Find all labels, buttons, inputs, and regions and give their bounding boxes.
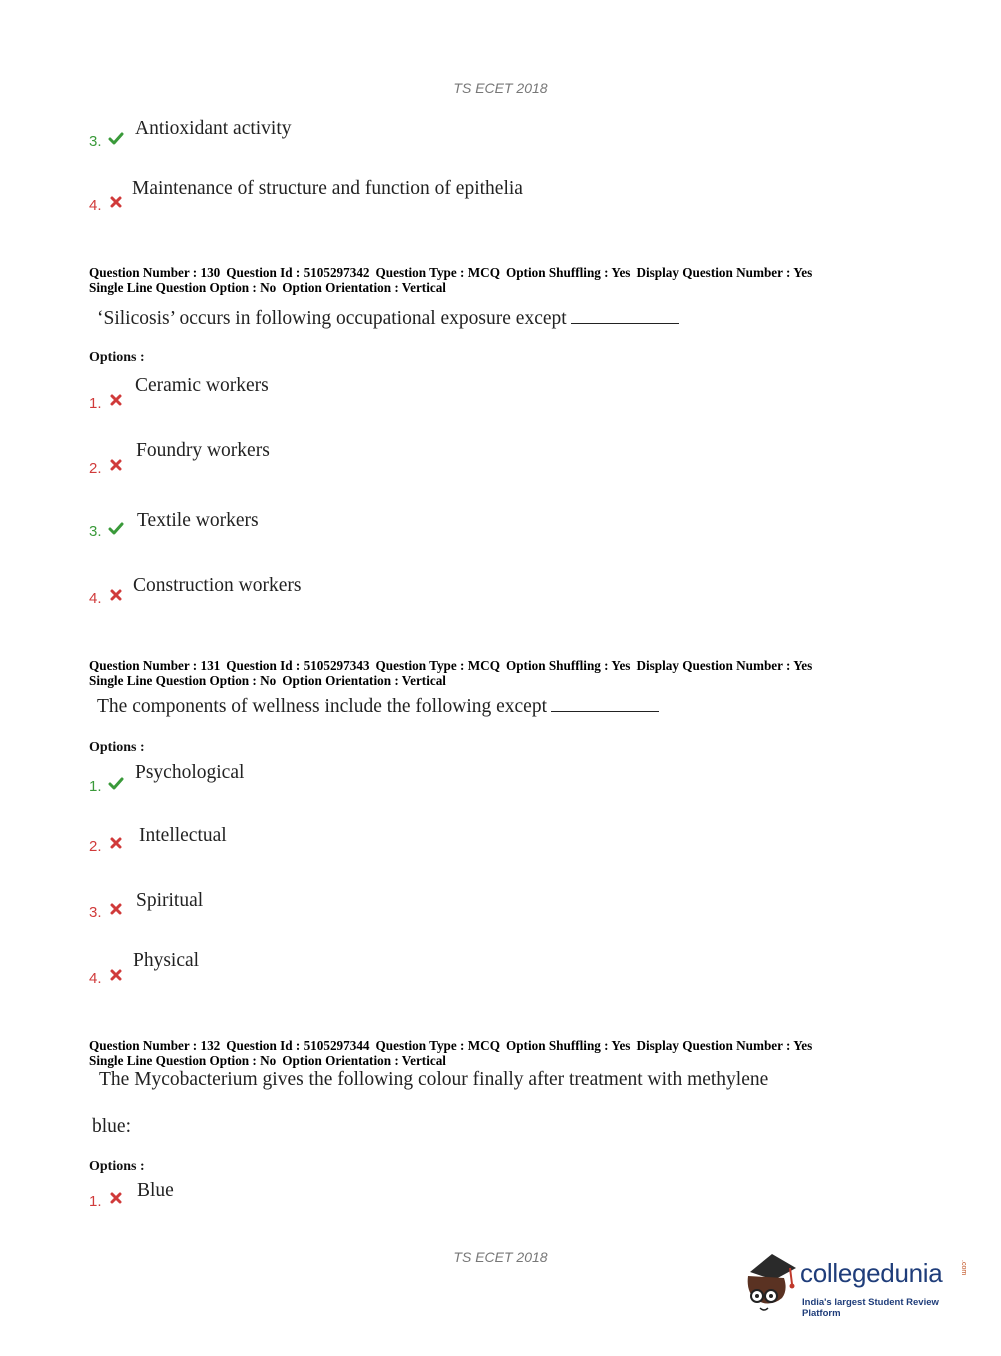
option-number: 3. (89, 133, 102, 150)
question-text-continued: blue: (92, 1116, 131, 1137)
options-label: Options : (89, 740, 145, 755)
question-meta: Question Number : 131 Question Id : 5105297343 Question Type : MCQ Option Shuffling : Yes Display Question Number : Yes Single Line Question Option : No Option Orientation : Vertical (89, 658, 813, 688)
mascot-icon (742, 1250, 800, 1316)
page-header: TS ECET 2018 (453, 80, 548, 96)
logo-domain: .com (960, 1260, 967, 1276)
answer-blank (571, 306, 679, 324)
cross-icon (108, 392, 124, 408)
option-number: 1. (89, 395, 102, 412)
option-text: Psychological (135, 762, 245, 783)
option-text: Construction workers (133, 575, 302, 596)
option-number: 4. (89, 590, 102, 607)
cross-icon (108, 835, 124, 851)
logo-wordmark: collegedunia (800, 1258, 943, 1288)
cross-icon (108, 457, 124, 473)
answer-blank (551, 694, 659, 712)
question-text: The Mycobacterium gives the following colour finally after treatment with methylene (99, 1069, 769, 1090)
option-number: 3. (89, 523, 102, 540)
option-text: Spiritual (136, 890, 204, 911)
cross-icon (108, 194, 124, 210)
option-number: 4. (89, 970, 102, 987)
check-icon (108, 131, 124, 147)
option-text: Ceramic workers (135, 375, 269, 396)
option-number: 2. (89, 838, 102, 855)
option-text: Physical (133, 950, 200, 971)
option-text: Blue (137, 1180, 174, 1201)
cross-icon (108, 967, 124, 983)
option-number: 4. (89, 197, 102, 214)
question-text: ‘Silicosis’ occurs in following occupational exposure except (97, 306, 679, 330)
option-number: 1. (89, 1193, 102, 1210)
option-text: Textile workers (137, 510, 259, 531)
question-meta: Question Number : 132 Question Id : 5105297344 Question Type : MCQ Option Shuffling : Yes Display Question Number : Yes Single Line Question Option : No Option Orientation : Vertical (89, 1038, 813, 1068)
question-meta: Question Number : 130 Question Id : 5105297342 Question Type : MCQ Option Shuffling : Yes Display Question Number : Yes Single Line Question Option : No Option Orientation : Vertical (89, 265, 813, 295)
option-text: Antioxidant activity (135, 118, 292, 139)
option-number: 1. (89, 778, 102, 795)
cross-icon (108, 901, 124, 917)
cross-icon (108, 587, 124, 603)
check-icon (108, 521, 124, 537)
check-icon (108, 776, 124, 792)
collegedunia-logo (742, 1250, 972, 1320)
option-number: 3. (89, 904, 102, 921)
options-label: Options : (89, 1159, 145, 1174)
question-text: The components of wellness include the following except (97, 694, 659, 718)
option-number: 2. (89, 460, 102, 477)
options-label: Options : (89, 350, 145, 365)
option-text: Foundry workers (136, 440, 270, 461)
logo-tagline: India's largest Student Review Platform (802, 1297, 939, 1319)
cross-icon (108, 1190, 124, 1206)
page-footer: TS ECET 2018 (453, 1249, 548, 1265)
option-text: Maintenance of structure and function of epithelia (132, 178, 523, 199)
option-text: Intellectual (139, 825, 227, 846)
